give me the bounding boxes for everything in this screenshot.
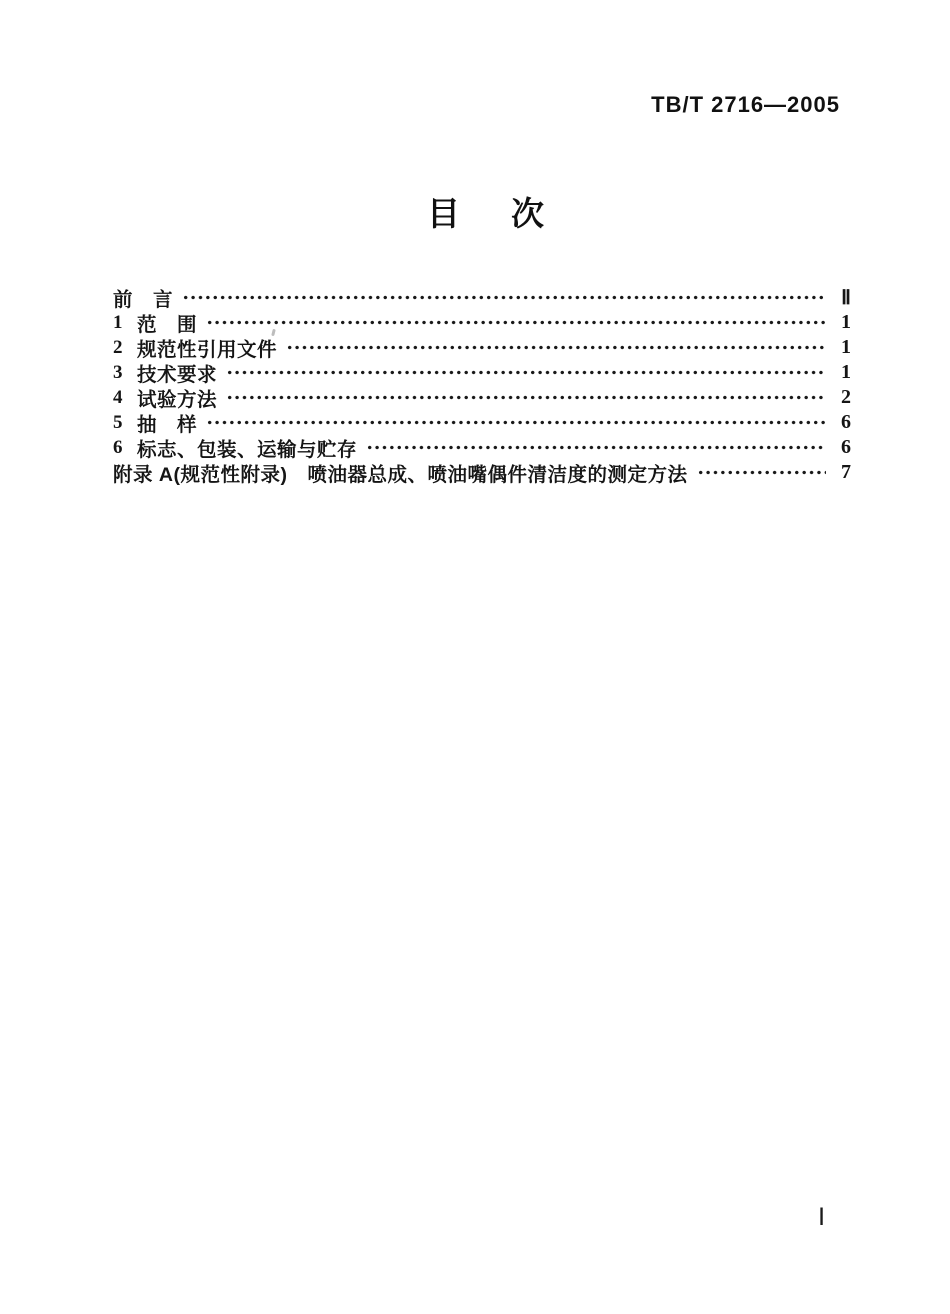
toc-entry-page: 6 [841,411,851,433]
toc-entry-label: 技术要求 [137,363,218,386]
dot-leader [366,435,826,460]
toc-entry-page: Ⅱ [841,287,851,309]
toc-entry[interactable] [113,435,851,460]
toc-entry-label: 试验方法 [137,388,218,411]
dot-leader [226,385,826,410]
toc-entry-number: 1 [113,311,123,333]
toc-entry[interactable] [113,410,851,435]
toc-entry-number: 5 [113,411,123,433]
toc-entry-label: 抽 样 [137,413,198,436]
toc-entry-label: 前 言 [113,288,174,311]
toc-entry-page: 1 [841,336,851,358]
page-title: 目 次 [427,195,553,232]
toc-entry[interactable] [113,310,851,335]
dot-leader [206,410,826,435]
dot-leader [182,285,826,310]
toc-list [113,285,851,485]
toc-entry-page: 2 [841,386,851,408]
dot-leader [206,310,826,335]
toc-entry-page: 1 [841,311,851,333]
dot-leader [226,360,826,385]
toc-entry[interactable] [113,285,851,310]
toc-entry[interactable] [113,385,851,410]
standard-number: TB/T 2716—2005 [651,92,840,117]
toc-entry[interactable] [113,360,851,385]
toc-entry-page: 7 [841,461,851,483]
toc-entry-number: 6 [113,436,123,458]
footer-page-number: Ⅰ [818,1205,826,1231]
toc-entry-page: 6 [841,436,851,458]
toc-entry-label: 规范性引用文件 [137,338,278,361]
toc-entry-number: 4 [113,386,123,408]
toc-entry-page: 1 [841,361,851,383]
dot-leader [286,335,826,360]
toc-entry-label: 附录 A(规范性附录) 喷油器总成、喷油嘴偶件清洁度的测定方法 [113,463,688,486]
toc-entry-number: 3 [113,361,123,383]
toc-entry-label: 范 围 [137,313,198,336]
toc-entry-label: 标志、包装、运输与贮存 [137,438,358,461]
toc-entry[interactable] [113,460,851,485]
toc-entry[interactable] [113,335,851,360]
toc-entry-number: 2 [113,336,123,358]
dot-leader [697,460,827,485]
